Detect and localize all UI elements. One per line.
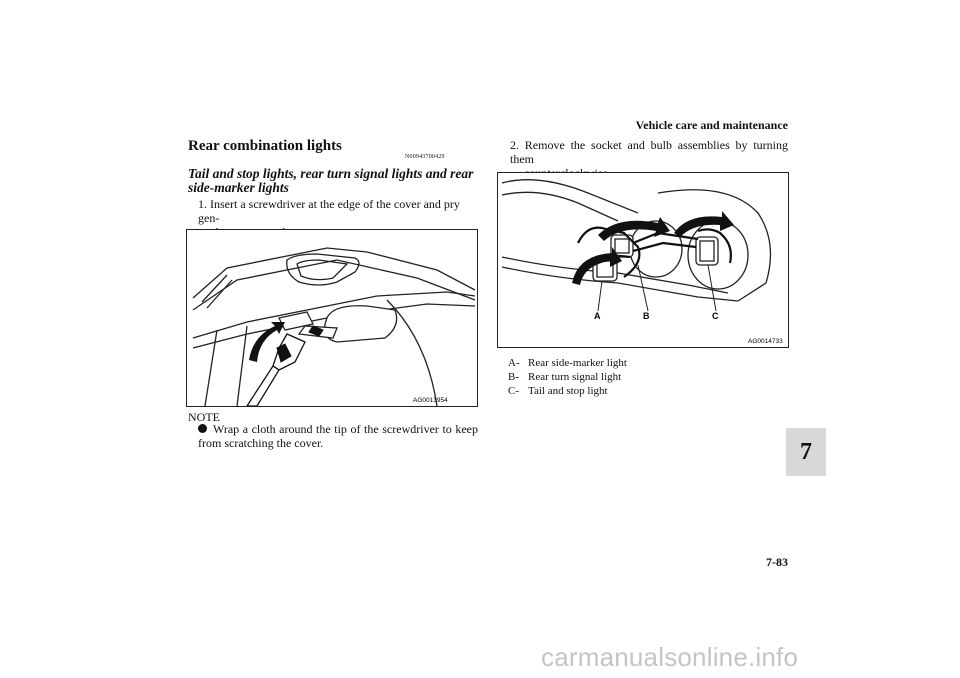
legend-item — [508, 356, 627, 370]
chapter-tab: 7 — [786, 428, 826, 476]
legend-text: Rear turn signal light — [528, 371, 622, 383]
note-item — [198, 422, 478, 450]
watermark: carmanualsonline.info — [541, 642, 799, 672]
legend-item — [508, 370, 627, 384]
step-1-line-1: 1. Insert a screwdriver at the edge of the cover and pry gen- — [198, 197, 460, 225]
subsection-title: Tail and stop lights, rear turn signal lights and rear side-marker lights — [188, 166, 474, 195]
figure-2-code: AG0014733 — [748, 338, 783, 345]
legend-text: Rear side-marker light — [528, 357, 627, 369]
bullet-icon — [198, 424, 207, 433]
page-number: 7-83 — [766, 555, 788, 569]
legend-key: A- — [508, 357, 520, 369]
note-heading: NOTE — [188, 410, 220, 424]
section-code: N00943700429 — [405, 154, 445, 160]
figure-label-c: C — [712, 311, 719, 321]
legend-key: C- — [508, 385, 519, 397]
section-title: Rear combination lights — [188, 138, 342, 154]
figure-cover-removal — [186, 229, 478, 407]
figure-legend — [508, 356, 627, 398]
figure-socket-removal — [497, 172, 789, 348]
figure-label-b: B — [643, 311, 650, 321]
figure-1-code: AG0013954 — [413, 397, 448, 404]
legend-text: Tail and stop light — [528, 385, 608, 397]
step-2-line-1: 2. Remove the socket and bulb assemblies by turning them — [510, 138, 788, 166]
legend-item — [508, 384, 627, 398]
section-header: Vehicle care and maintenance — [635, 118, 788, 132]
cover-removal-illustration — [187, 230, 477, 406]
figure-label-a: A — [594, 311, 601, 321]
legend-key: B- — [508, 371, 519, 383]
note-text: Wrap a cloth around the tip of the screwdriver to keep from scratching the cover. — [198, 422, 478, 450]
socket-removal-illustration — [498, 173, 788, 347]
